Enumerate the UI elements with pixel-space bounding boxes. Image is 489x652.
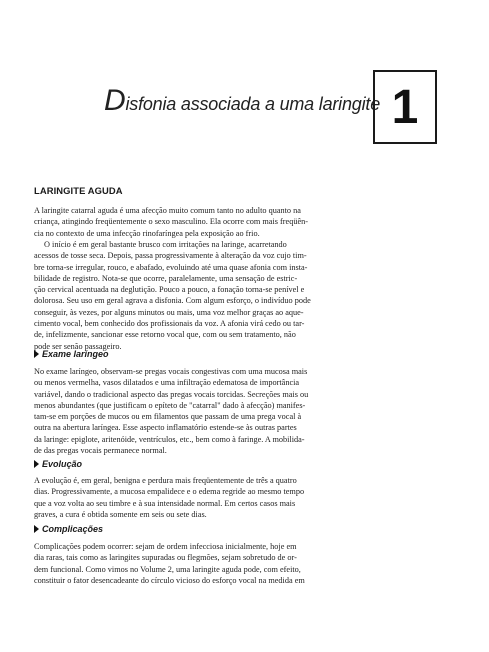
text-line: dolorosa. Seu uso em geral agrava a disfonia. Com algum esforço, o indivíduo pode — [34, 296, 311, 306]
subsection-heading-text: Complicações — [42, 524, 104, 534]
chapter-title — [104, 86, 380, 116]
text-line: acessos de tosse seca. Depois, passa progressivamente à alteração da voz cujo tim- — [34, 251, 307, 261]
bullet-arrow-icon — [34, 525, 39, 533]
text-line: criança, atingindo freqüentemente o sexo masculino. Ela ocorre com mais freqüên- — [34, 217, 308, 227]
text-line: Complicações podem ocorrer: sejam de ordem infecciosa inicialmente, hoje em — [34, 542, 297, 551]
text-line: menos abundantes (que justificam o epíteto de "catarral" dado à afecção) manifes- — [34, 400, 306, 410]
text-line: O início é em geral bastante brusco com irritações na laringe, acarretando — [44, 240, 287, 249]
text-line: dem funcional. Como vimos no Volume 2, uma laringite aguda pode, com efeito, — [34, 564, 301, 574]
text-line: constituir o fator desencadeante do círculo vicioso do esforço vocal na medida em — [34, 575, 305, 585]
bullet-arrow-icon — [34, 460, 39, 468]
section-heading: LARINGITE AGUDA — [34, 185, 123, 196]
text-line: de das pregas vocais permanece normal. — [34, 446, 167, 456]
text-line: A evolução é, em geral, benigna e perdura mais freqüentemente de três a quatro — [34, 476, 297, 485]
text-line: A laringite catarral aguda é uma afecção muito comum tanto no adulto quanto na — [34, 206, 301, 215]
text-line: ou menos vermelha, vasos dilatados e uma infiltração edematosa de importância — [34, 378, 300, 388]
text-line: tam-se em porções de mucos ou em filamentos que passam de uma prega vocal à — [34, 412, 302, 422]
intro-paragraph — [34, 205, 454, 239]
text-line: outra na abertura laríngea. Esse aspecto inflamatório estende-se às outras partes — [34, 423, 297, 433]
text-line: dias. Progressivamente, a mucosa empalidece e o edema regride ao mesmo tempo — [34, 487, 305, 497]
subsection-heading-evolucao — [34, 459, 82, 469]
text-line: pode ser senão passageiro. — [34, 341, 122, 351]
text-line: bre torna-se irregular, rouco, e abafado, evoluindo até uma quase afonia com insta- — [34, 262, 308, 272]
complicacoes-paragraph — [34, 541, 454, 586]
chapter-title-initial: D — [104, 84, 126, 117]
text-line: graves, a cura é obtida somente em seis ou sete dias. — [34, 509, 207, 519]
text-line: cimento vocal, bem conhecido dos profissionais da voz. A afonia virá cedo ou tar- — [34, 319, 305, 329]
symptoms-paragraph — [34, 239, 454, 352]
subsection-heading-exame — [34, 349, 109, 359]
bullet-arrow-icon — [34, 350, 39, 358]
subsection-heading-complicacoes — [34, 524, 103, 534]
evolucao-paragraph — [34, 475, 454, 520]
chapter-number: 1 — [391, 81, 419, 134]
chapter-title-rest: isfonia associada a uma laringite — [125, 94, 381, 114]
text-line: ção cervical acentuada na deglutição. Pouco a pouco, a fonação torna-se penível e — [34, 285, 305, 295]
text-line: No exame laríngeo, observam-se pregas vocais congestivas com uma mucosa mais — [34, 367, 308, 376]
text-line: variável, dando o tradicional aspecto das pregas vocais torcidas. Secreções mais ou — [34, 389, 309, 399]
subsection-heading-text: Exame laríngeo — [42, 349, 109, 359]
text-line: conseguir, às vezes, por alguns minutos ou mais, uma voz melhor graças ao aque- — [34, 307, 304, 317]
exame-paragraph — [34, 366, 454, 456]
text-line: que a voz volta ao seu timbre e à sua intensidade normal. Em certos casos mais — [34, 498, 296, 508]
text-line: cia no contexto de uma infecção rinofaríngea pela exposição ao frio. — [34, 228, 260, 238]
chapter-number-box — [373, 70, 437, 144]
subsection-heading-text: Evolução — [42, 459, 83, 469]
text-line: bilidade de registro. Nota-se que ocorre, paralelamente, uma sensação de estric- — [34, 273, 298, 283]
text-line: da laringe: epiglote, aritenóide, ventrículos, etc., bem como à faringe. A mobilida- — [34, 434, 305, 444]
text-line: dia raras, tais como as laringites supuradas ou flegmões, sejam sobretudo de or- — [34, 553, 297, 563]
text-line: de, infelizmente, sancionar esse retorno vocal que, com ou sem tratamento, não — [34, 330, 296, 340]
